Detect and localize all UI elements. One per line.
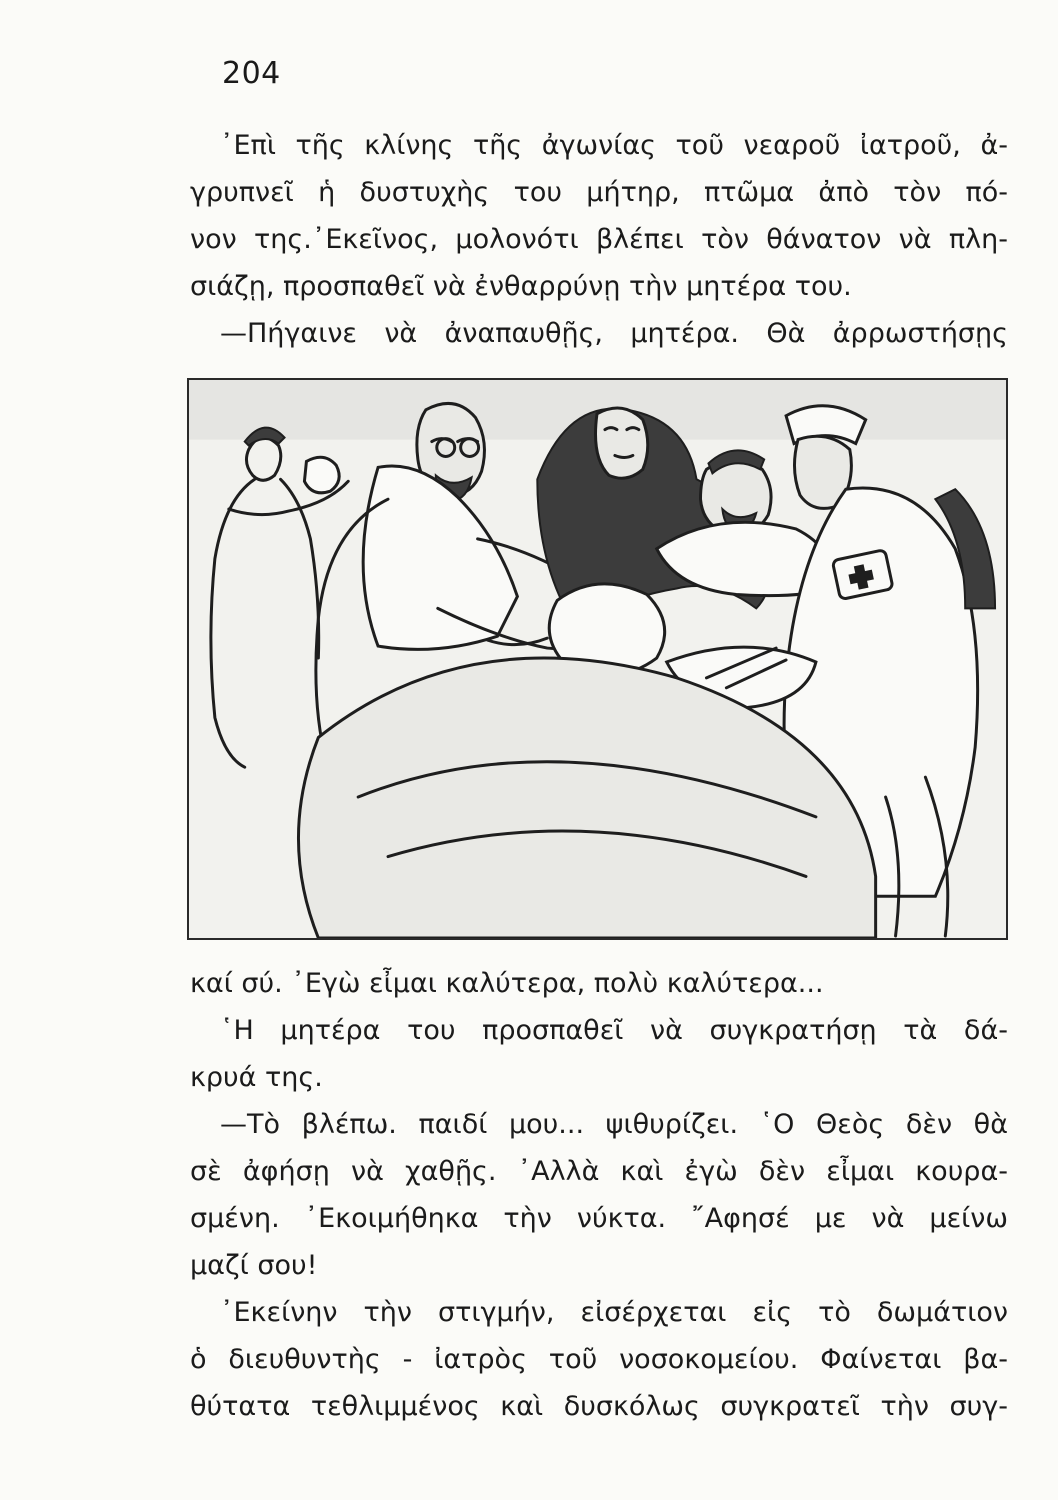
illustration-drawing — [189, 380, 1006, 938]
text-line: σμένη. ᾿Εκοιμήθηκα τὴν νύκτα. ῎Αφησέ με νὰ μείνω — [190, 1203, 1008, 1234]
text-block-bottom — [190, 960, 1008, 1430]
text-line: —Πήγαινε νὰ ἀναπαυθῇς, μητέρα. Θὰ ἀρρωστήσῃς — [220, 318, 1008, 349]
text-line: ᾿Εκείνην τὴν στιγμήν, εἰσέρχεται εἰς τὸ δωμάτιον — [220, 1297, 1008, 1328]
text-line: ᾿Επὶ τῆς κλίνης τῆς ἀγωνίας τοῦ νεαροῦ ἰατροῦ, ἀ- — [220, 130, 1008, 161]
text-line: νον της.᾿Εκεῖνος, μολονότι βλέπει τὸν θάνατον νὰ πλη- — [190, 224, 1008, 255]
text-line: σιάζῃ, προσπαθεῖ νὰ ἐνθαρρύνῃ τὴν μητέρα του. — [190, 271, 852, 302]
text-line: καί σύ. ᾿Εγὼ εἶμαι καλύτερα, πολὺ καλύτερα... — [190, 968, 824, 999]
text-block-top — [190, 122, 1008, 357]
text-line: —Τὸ βλέπω. παιδί μου... ψιθυρίζει. ῾Ο Θεὸς δὲν θὰ — [220, 1109, 1008, 1140]
text-line: γρυπνεῖ ἡ δυστυχὴς του μήτηρ, πτῶμα ἀπὸ τὸν πό- — [190, 177, 1008, 208]
text-line: μαζί σου! — [190, 1250, 318, 1281]
text-line: κρυά της. — [190, 1062, 323, 1093]
page-number: 204 — [222, 56, 281, 91]
text-line: ῾Η μητέρα του προσπαθεῖ νὰ συγκρατήσῃ τὰ δά- — [220, 1015, 1008, 1046]
text-line: ὁ διευθυντὴς - ἰατρὸς τοῦ νοσοκομείου. Φαίνεται βα- — [190, 1344, 1008, 1375]
illustration-bedside-scene — [187, 378, 1008, 940]
text-line: σὲ ἀφήσῃ νὰ χαθῇς. ᾿Αλλὰ καὶ ἐγὼ δὲν εἶμαι κουρα- — [190, 1156, 1008, 1187]
text-line: θύτατα τεθλιμμένος καὶ δυσκόλως συγκρατεῖ τὴν συγ- — [190, 1391, 1008, 1422]
